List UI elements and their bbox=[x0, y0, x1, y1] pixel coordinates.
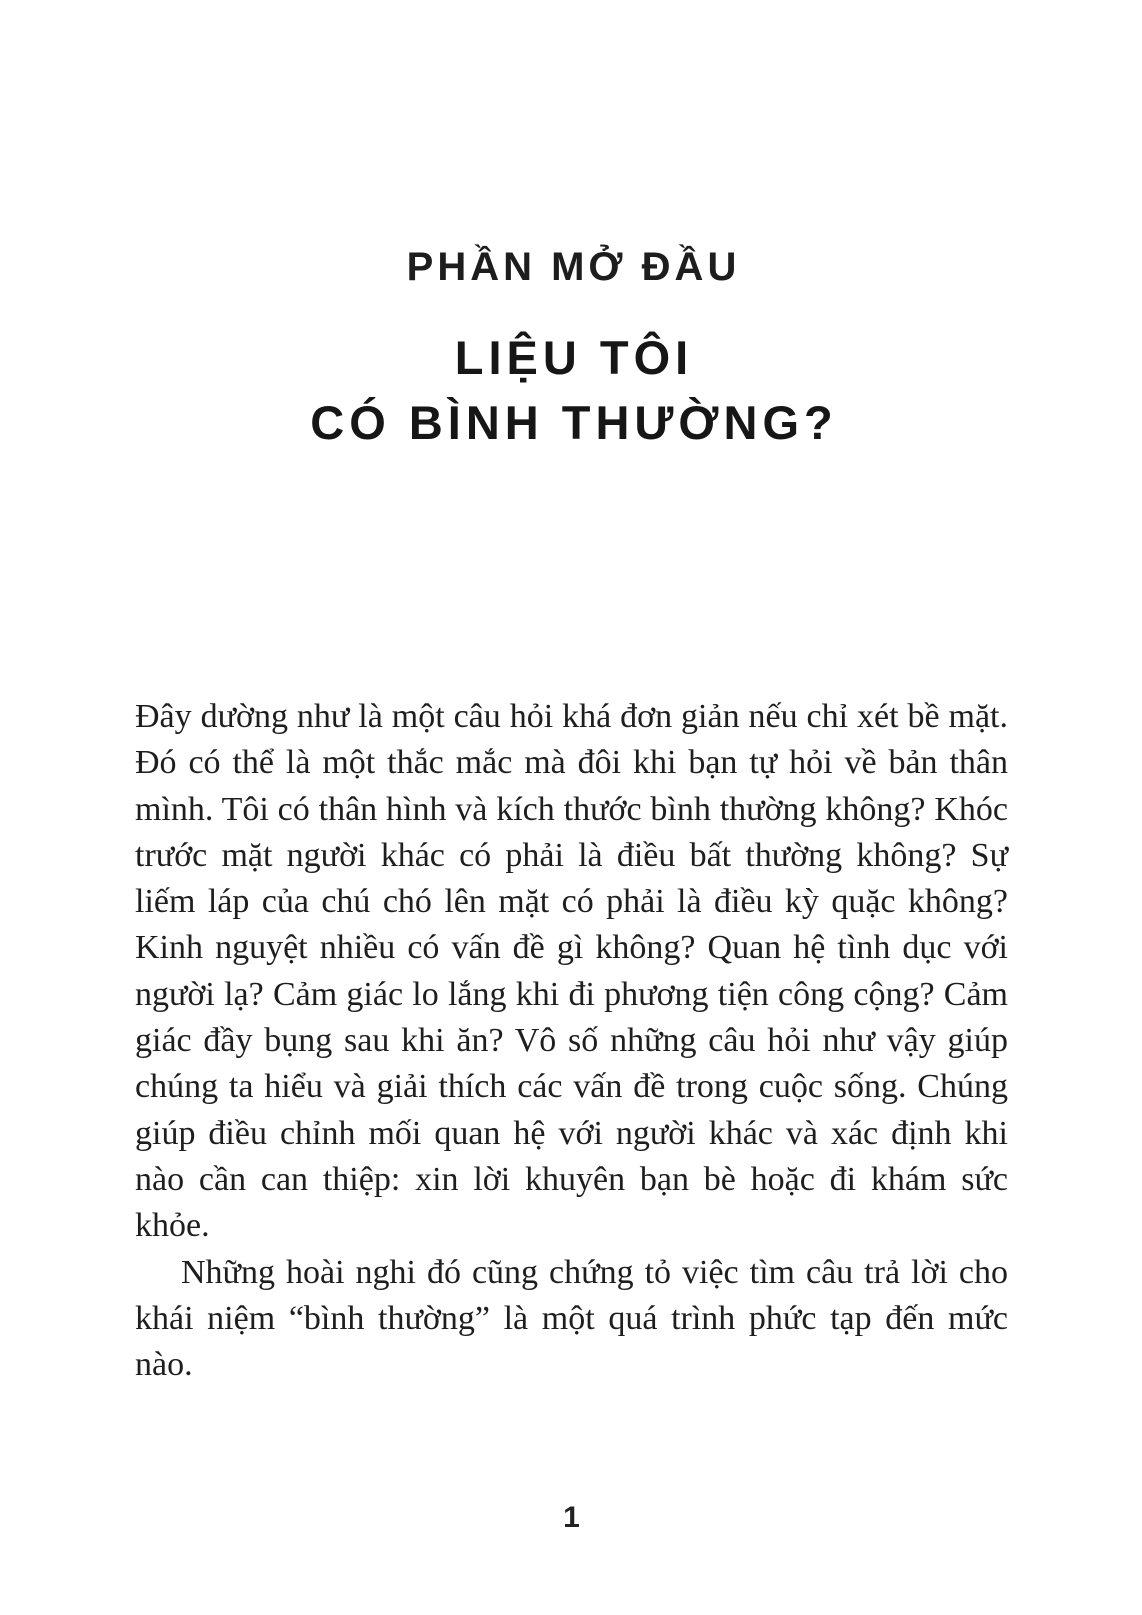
chapter-title-line-1: LIỆU TÔI bbox=[454, 331, 694, 384]
paragraph-1: Đây dường như là một câu hỏi khá đơn giản nếu chỉ xét bề mặt. Đó có thể là một thắc mắc mà đôi khi bạn tự hỏi về bản thân mình. Tôi có thân hình và kích thước bình thường không? Khóc trước mặt người khác có phải là điều bất thường không? Sự liếm láp của chú chó lên mặt có phải là điều kỳ quặc không? Kinh nguyệt nhiều có vấn đề gì không? Quan hệ tình dục với người lạ? Cảm giác lo lắng khi đi phương tiện công cộng? Cảm giác đầy bụng sau khi ăn? Vô số những câu hỏi như vậy giúp chúng ta hiểu và giải thích các vấn đề trong cuộc sống. Chúng giúp điều chỉnh mối quan hệ với người khác và xác định khi nào cần can thiệp: xin lời khuyên bạn bè hoặc đi khám sức khỏe. bbox=[135, 698, 1008, 1245]
body-text bbox=[135, 694, 1008, 1388]
chapter-header bbox=[135, 247, 1008, 455]
chapter-kicker: PHẦN MỞ ĐẦU bbox=[406, 245, 741, 289]
page-number: 1 bbox=[563, 1501, 580, 1534]
page-footer bbox=[135, 1503, 1008, 1533]
paragraph-2: Những hoài nghi đó cũng chứng tỏ việc tìm câu trả lời cho khái niệm “bình thường” là một quá trình phức tạp đến mức nào. bbox=[135, 1253, 1008, 1384]
chapter-title bbox=[135, 325, 1008, 455]
chapter-title-line-2: CÓ BÌNH THƯỜNG? bbox=[310, 396, 838, 449]
